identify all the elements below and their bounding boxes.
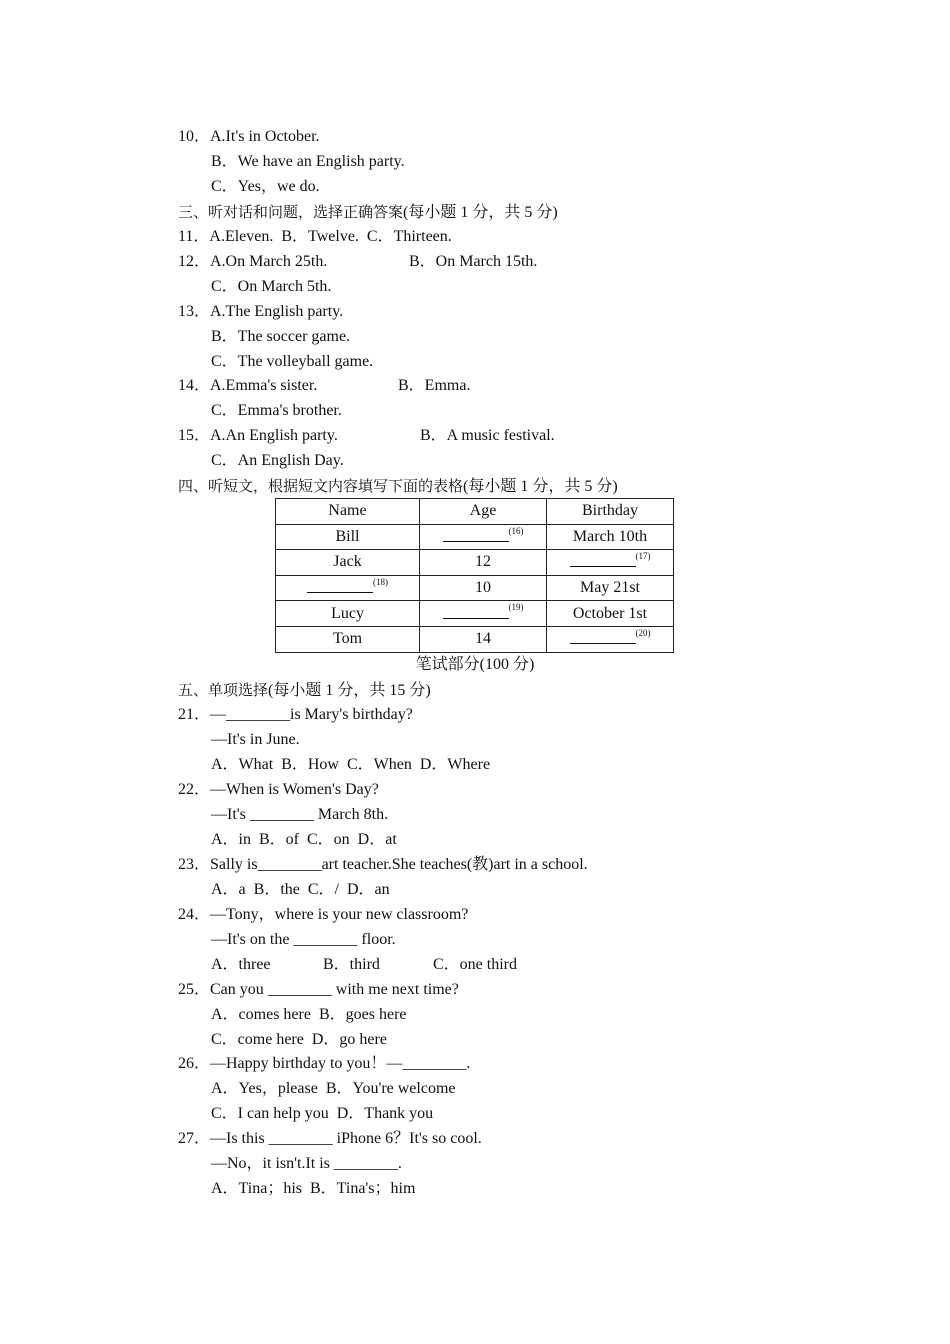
q10-option-c: C．Yes，we do. (211, 178, 320, 195)
q14-option-c: C．Emma's brother. (211, 402, 342, 419)
q24-option-b: B．third (323, 956, 380, 973)
written-part-caption: 笔试部分(100 分) (415, 656, 535, 673)
q26-options-ab: A．Yes，please B．You're welcome (211, 1080, 456, 1097)
table-header: Birthday (547, 499, 674, 525)
q22-options: A．in B．of C．on D．at (211, 831, 397, 848)
blank-cell (276, 575, 420, 601)
section-3-note: (每小题 1 分，共 5 分) (403, 204, 558, 221)
table-cell: 14 (420, 626, 547, 652)
table-cell: Bill (276, 524, 420, 550)
q24-line: 24．—Tony，where is your new classroom? (178, 906, 469, 923)
table-row (276, 524, 674, 550)
q14-option-b: B．Emma. (398, 377, 471, 394)
q12-option-b: B．On March 15th. (409, 253, 538, 270)
q13-option-b: B．The soccer game. (211, 328, 351, 345)
table-cell: Tom (276, 626, 420, 652)
q27-options: A．Tina；his B．Tina's；him (211, 1180, 416, 1197)
birthday-table (275, 498, 674, 653)
q11-line: 11．A.Eleven. B．Twelve. C．Thirteen. (178, 228, 452, 245)
blank-number: (19) (508, 602, 524, 613)
q21-line: 21．—________is Mary's birthday? (178, 706, 413, 723)
q26-options-cd: C．I can help you D．Thank you (211, 1105, 434, 1122)
q15-option-c: C．An English Day. (211, 452, 344, 469)
table-cell: May 21st (547, 575, 674, 601)
section-3-heading (178, 202, 558, 223)
q21-answer: —It's in June. (211, 731, 300, 748)
blank-cell (547, 626, 674, 652)
table-header-row (276, 499, 674, 525)
table-row (276, 550, 674, 576)
q27-line: 27．—Is this ________ iPhone 6？It's so cool. (178, 1130, 482, 1147)
q13-option-c: C．The volleyball game. (211, 353, 374, 370)
q24-option-a: A．three (211, 956, 271, 973)
q14-line: 14．A.Emma's sister. (178, 377, 318, 394)
section-5-heading (178, 680, 431, 701)
blank-line (443, 527, 509, 542)
section-5-title: 五、单项选择 (178, 681, 269, 699)
table-row (276, 626, 674, 652)
q23-options: A．a B．the C．/ D．an (211, 881, 390, 898)
q10-line: 10．A.It's in October. (178, 128, 320, 145)
blank-line (443, 604, 509, 619)
blank-number: (17) (635, 551, 651, 562)
q24-option-c: C．one third (433, 956, 517, 973)
blank-number: (20) (635, 627, 651, 638)
q13-line: 13．A.The English party. (178, 303, 344, 320)
blank-line (570, 552, 636, 567)
section-4-title: 四、听短文，根据短文内容填写下面的表格 (178, 477, 464, 495)
blank-cell (420, 524, 547, 550)
blank-number: (18) (373, 576, 388, 587)
table-cell: October 1st (547, 601, 674, 627)
q24-answer: —It's on the ________ floor. (211, 931, 396, 948)
q21-options: A．What B．How C．When D．Where (211, 756, 491, 773)
q22-line: 22．—When is Women's Day? (178, 781, 379, 798)
q25-options-cd: C．come here D．go here (211, 1031, 387, 1048)
table-row (276, 575, 674, 601)
table-cell: Lucy (276, 601, 420, 627)
q23-line: 23．Sally is________art teacher.She teaches(教)art in a school. (178, 856, 588, 873)
q22-answer: —It's ________ March 8th. (211, 806, 389, 823)
q12-option-c: C．On March 5th. (211, 278, 332, 295)
section-4-heading (178, 476, 618, 497)
table-cell: 10 (420, 575, 547, 601)
table-cell: Jack (276, 550, 420, 576)
blank-line (570, 629, 636, 644)
q12-line: 12．A.On March 25th. (178, 253, 328, 270)
q15-option-b: B．A music festival. (420, 427, 555, 444)
table-cell: 12 (420, 550, 547, 576)
table-cell: March 10th (547, 524, 674, 550)
q10-option-b: B．We have an English party. (211, 153, 405, 170)
blank-line (307, 578, 373, 593)
section-4-note: (每小题 1 分，共 5 分) (463, 478, 618, 495)
q26-line: 26．—Happy birthday to you！—________. (178, 1055, 471, 1072)
blank-cell (547, 550, 674, 576)
section-3-title: 三、听对话和问题，选择正确答案 (178, 203, 404, 221)
q27-answer: —No，it isn't.It is ________. (211, 1155, 402, 1172)
q25-options-ab: A．comes here B．goes here (211, 1006, 407, 1023)
blank-cell (420, 601, 547, 627)
section-5-note: (每小题 1 分，共 15 分) (268, 682, 431, 699)
table-header: Name (276, 499, 420, 525)
q15-line: 15．A.An English party. (178, 427, 338, 444)
table-header: Age (420, 499, 547, 525)
blank-number: (16) (508, 525, 524, 536)
table-row (276, 601, 674, 627)
q25-line: 25．Can you ________ with me next time? (178, 981, 459, 998)
